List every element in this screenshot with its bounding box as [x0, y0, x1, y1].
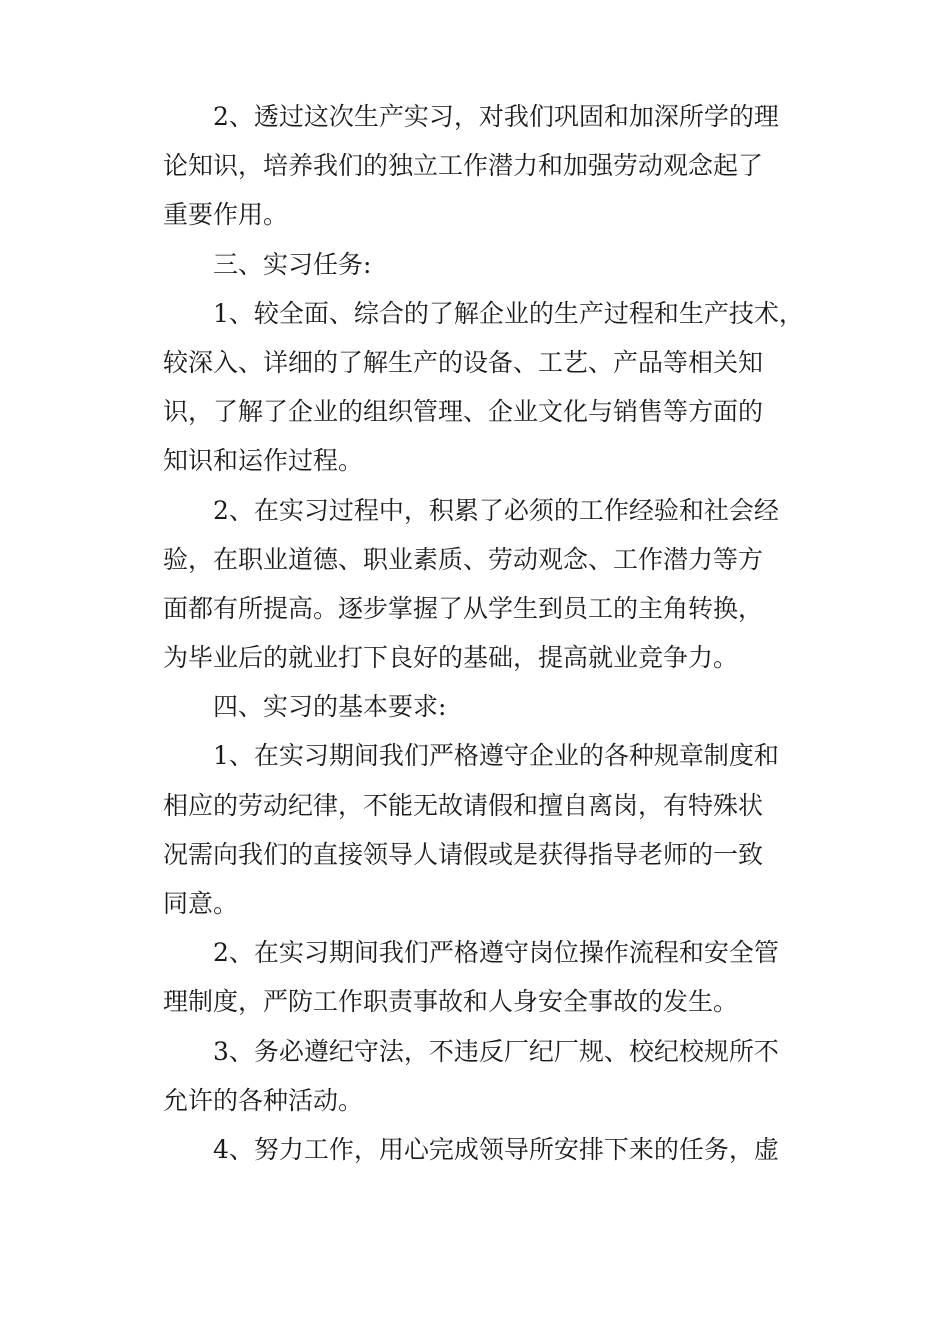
paragraph-line: 1、较全面、综合的了解企业的生产过程和生产技术，	[213, 298, 804, 328]
paragraph-line: 况需向我们的直接领导人请假或是获得指导老师的一致	[163, 839, 764, 869]
paragraph-line: 识，了解了企业的组织管理、企业文化与销售等方面的	[163, 397, 764, 427]
paragraph-line: 重要作用。	[163, 200, 289, 230]
document-body	[163, 92, 803, 1174]
paragraph-line: 为毕业后的就业打下良好的基础，提高就业竞争力。	[163, 643, 739, 673]
section-heading: 三、实习任务:	[213, 249, 372, 279]
paragraph-line: 4、努力工作，用心完成领导所安排下来的任务，虚	[213, 1134, 779, 1164]
paragraph-line: 较深入、详细的了解生产的设备、工艺、产品等相关知	[163, 347, 764, 377]
paragraph-line: 3、务必遵纪守法，不违反厂纪厂规、校纪校规所不	[213, 1036, 779, 1066]
paragraph-line: 同意。	[163, 889, 239, 918]
paragraph-line: 论知识，培养我们的独立工作潜力和加强劳动观念起了	[163, 151, 764, 181]
paragraph-line: 知识和运作过程。	[163, 446, 364, 476]
paragraph-line: 2、透过这次生产实习，对我们巩固和加深所学的理	[213, 102, 779, 131]
paragraph-line: 2、在实习期间我们严格遵守岗位操作流程和安全管	[213, 938, 779, 968]
paragraph-line: 允许的各种活动。	[163, 1085, 364, 1115]
paragraph-line: 相应的劳动纪律，不能无故请假和擅自离岗，有特殊状	[163, 790, 764, 820]
paragraph-line: 2、在实习过程中，积累了必须的工作经验和社会经	[213, 495, 779, 525]
paragraph-line: 1、在实习期间我们严格遵守企业的各种规章制度和	[213, 741, 779, 771]
paragraph-line: 面都有所提高。逐步掌握了从学生到员工的主角转换，	[163, 593, 764, 623]
section-heading: 四、实习的基本要求:	[213, 692, 447, 722]
paragraph-line: 理制度，严防工作职责事故和人身安全事故的发生。	[163, 987, 739, 1017]
paragraph-line: 验，在职业道德、职业素质、劳动观念、工作潜力等方	[163, 544, 764, 574]
